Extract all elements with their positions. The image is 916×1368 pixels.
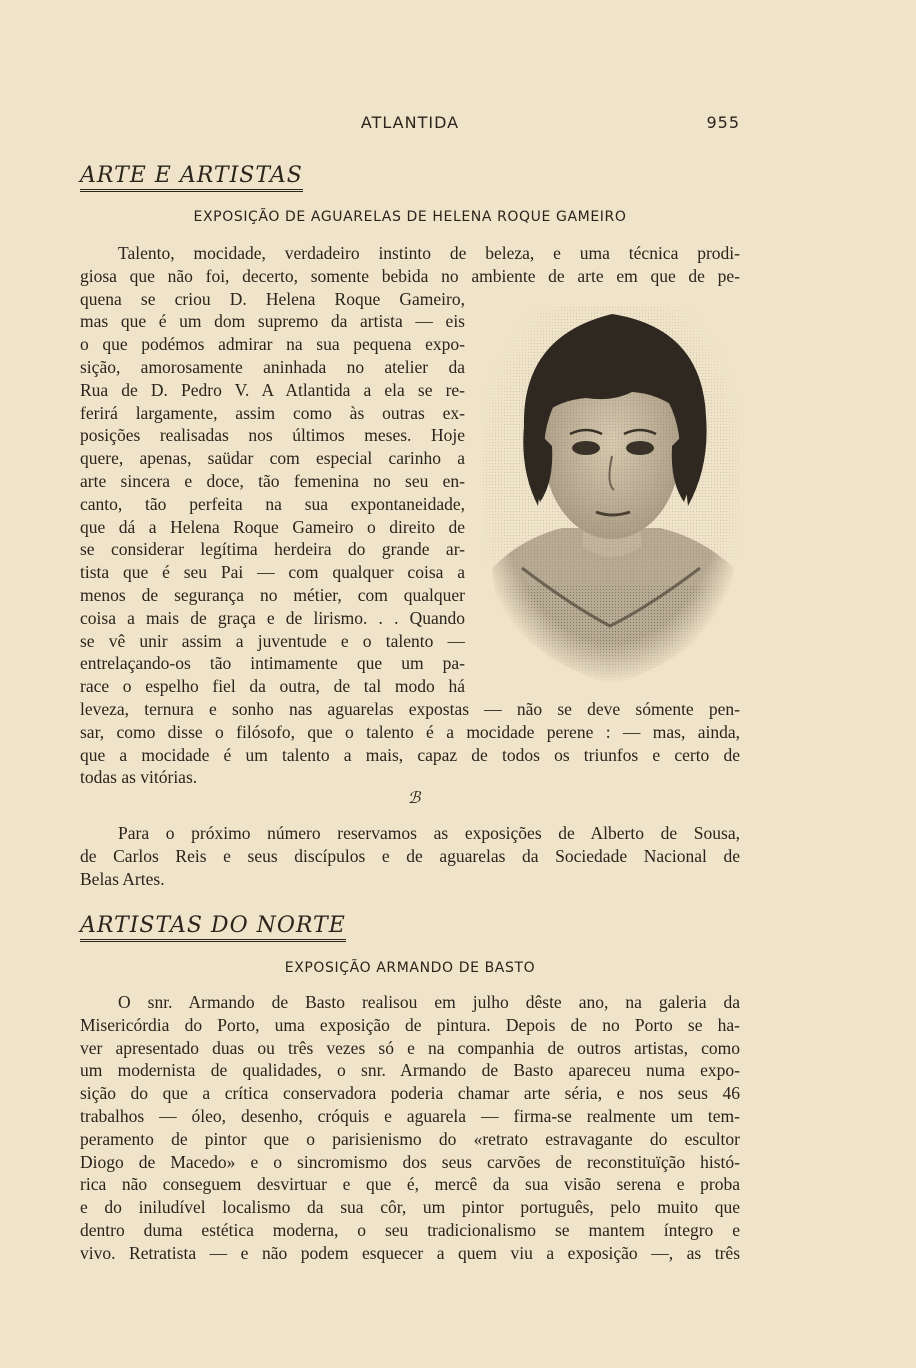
text-line: Rua de D. Pedro V. A Atlantida a ela se re- [80, 379, 465, 400]
text-line: leveza, ternura e sonho nas aguarelas expostas — não se deve sómente pen- [80, 699, 740, 719]
article-helena-full-top [80, 242, 740, 288]
article-helena-full-bottom [80, 698, 740, 789]
text-line: sar, como disse o filósofo, que o talento é a mocidade perene : — mas, ainda, [80, 721, 740, 742]
text-line: peramento de pintor que o parisienismo do «retrato estravagante do escultor [80, 1128, 740, 1149]
text-line: quena se criou D. Helena Roque Gameiro, [80, 288, 465, 309]
text-line: mas que é um dom supremo da artista — eis [80, 311, 465, 332]
text-line: o que podémos admirar na sua pequena expo- [80, 334, 465, 355]
text-line: arte sincera e doce, tão femenina no seu en- [80, 470, 465, 491]
text-line: giosa que não foi, decerto, somente bebida no ambiente de arte em que de pe- [80, 265, 740, 286]
text-line: que dá a Helena Roque Gameiro o direito de [80, 516, 465, 537]
page-number: 955 [706, 113, 740, 132]
text-line: race o espelho fiel da outra, de tal modo há [80, 676, 465, 697]
text-line: de Carlos Reis e seus discípulos e de aguarelas da Sociedade Nacional de [80, 845, 740, 866]
text-line: se vê unir assim a juventude e o talento — [80, 630, 465, 651]
text-line: rica não conseguem desvirtuar e que é, mercê da sua visão serena e proba [80, 1174, 740, 1195]
text-line: menos de segurança no métier, com qualquer [80, 584, 465, 605]
text-line: Diogo de Macedo» e o sincromismo dos seus carvões de reconstituïção histó- [80, 1151, 740, 1172]
text-line: Belas Artes. [80, 868, 165, 889]
section-title-arte-e-artistas: ARTE E ARTISTAS [80, 163, 303, 192]
portrait-photo [482, 306, 740, 684]
text-line: vivo. Retratista — e não podem esquecer a quem viu a exposição —, as três [80, 1242, 740, 1263]
text-line: canto, tão perfeita na sua expontaneidade, [80, 493, 465, 514]
journal-title: ATLANTIDA [360, 113, 460, 132]
section-title-artistas-do-norte: ARTISTAS DO NORTE [80, 913, 346, 942]
text-line: posições realisadas nos últimos meses. Hoje [80, 425, 465, 446]
text-line: ver apresentado duas ou três vezes só e na companhia de outros artistas, como [80, 1037, 740, 1058]
running-header [80, 113, 740, 137]
text-line: O snr. Armando de Basto realisou em julho dêste ano, na galeria da [118, 992, 740, 1012]
article-basto [80, 991, 740, 1265]
text-line: que a mocidade é um talento a mais, capaz de todos os triunfos e certo de [80, 744, 740, 765]
note-next-issue [80, 822, 740, 890]
text-line: um modernista de qualidades, o snr. Armando de Basto apareceu numa expo- [80, 1060, 740, 1081]
text-line: tista que é seu Pai — com qualquer coisa a [80, 562, 465, 583]
text-line: Talento, mocidade, verdadeiro instinto de beleza, e uma técnica prodi- [118, 243, 740, 263]
text-line: e do iniludível localismo da sua côr, um pintor português, pelo muito que [80, 1197, 740, 1218]
text-line: Misericórdia do Porto, uma exposição de pintura. Depois de no Porto se ha- [80, 1014, 740, 1035]
text-line: todas as vitórias. [80, 767, 198, 788]
ornament-fleuron: ℬ [407, 788, 421, 807]
text-line: ferirá largamente, assim como às outras ex- [80, 402, 465, 423]
text-line: se considerar legítima herdeira do grande ar- [80, 539, 465, 560]
text-line: quere, apenas, saüdar com especial carinho a [80, 448, 465, 469]
text-line: sição, amorosamente aninhada no atelier da [80, 356, 465, 377]
text-line: trabalhos — óleo, desenho, cróquis e aguarela — firma-se realmente um tem- [80, 1105, 740, 1126]
section-subtitle-basto: EXPOSIÇÃO ARMANDO DE BASTO [284, 960, 536, 976]
text-line: sição do que a crítica conservadora poderia chamar arte séria, e nos seus 46 [80, 1083, 740, 1104]
text-line: entrelaçando-os tão intimamente que um pa- [80, 653, 465, 674]
text-line: dentro duma estética moderna, o seu tradicionalismo se mantem íntegro e [80, 1219, 740, 1240]
text-line: coisa a mais de graça e de lirismo. . . Quando [80, 607, 465, 628]
section-subtitle-helena: EXPOSIÇÃO DE AGUARELAS DE HELENA ROQUE GAMEIRO [193, 209, 627, 225]
text-line: Para o próximo número reservamos as exposições de Alberto de Sousa, [118, 823, 740, 843]
article-helena-wrapped [80, 288, 465, 698]
